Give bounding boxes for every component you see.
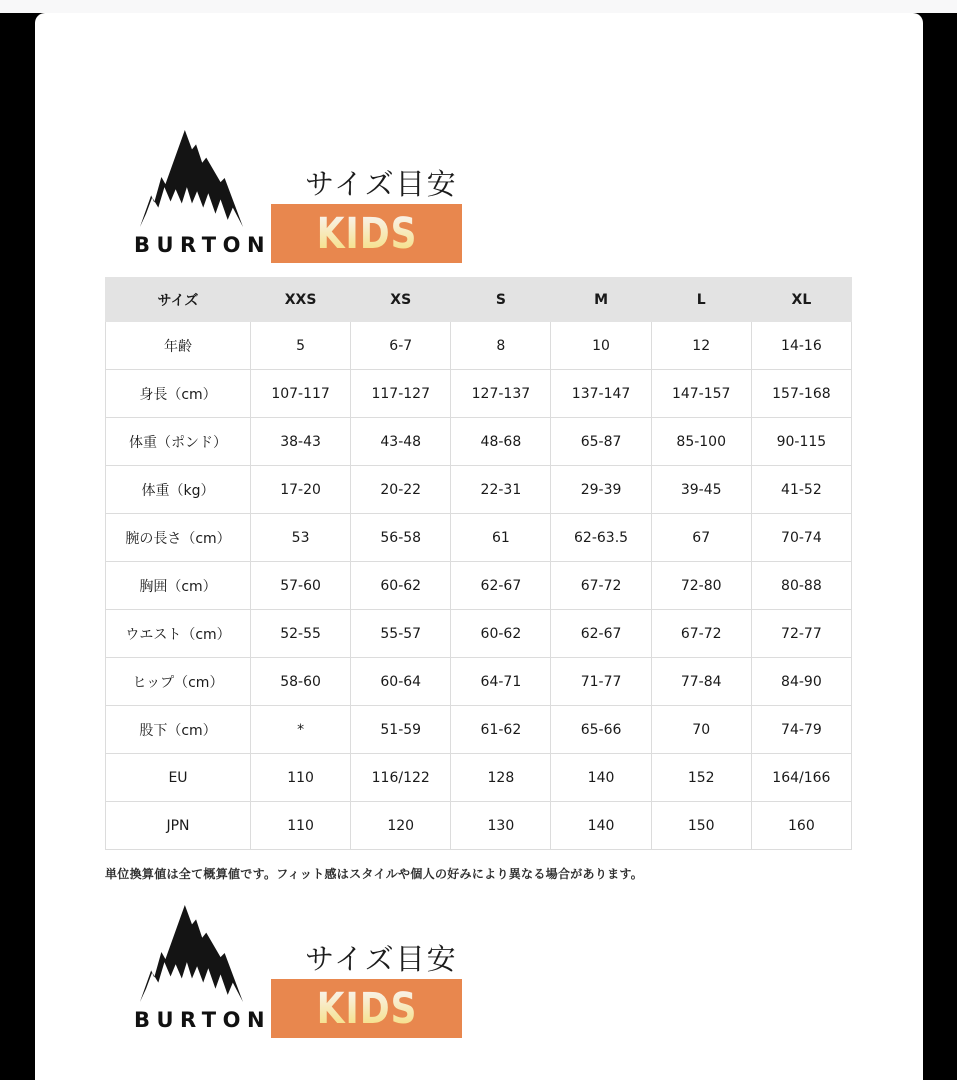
size-cell: 38-43 [251,418,351,466]
size-cell: 160 [751,802,851,850]
size-cell: 72-77 [751,610,851,658]
row-label: EU [106,754,251,802]
size-cell: 140 [551,754,651,802]
brand-name: BURTON [134,1008,272,1032]
brand-block [129,128,272,257]
table-row [106,322,852,370]
size-cell: 110 [251,802,351,850]
size-cell: 52-55 [251,610,351,658]
table-row [106,466,852,514]
size-cell: 67 [651,514,751,562]
size-guide-header-top [35,128,923,298]
size-cell: 10 [551,322,651,370]
size-cell: 65-87 [551,418,651,466]
table-row [106,706,852,754]
size-cell: 137-147 [551,370,651,418]
size-cell: 61-62 [451,706,551,754]
table-row [106,754,852,802]
size-cell: 116/122 [351,754,451,802]
row-label: 体重（ポンド） [106,418,251,466]
brand-block [129,903,272,1032]
size-cell: 20-22 [351,466,451,514]
kids-category-banner [271,204,462,263]
size-cell: 72-80 [651,562,751,610]
column-header: L [651,278,751,322]
table-row [106,418,852,466]
size-cell: 80-88 [751,562,851,610]
size-cell: 70 [651,706,751,754]
size-cell: 74-79 [751,706,851,754]
size-chart-image[interactable] [35,13,923,1080]
size-cell: 58-60 [251,658,351,706]
size-cell: 43-48 [351,418,451,466]
size-cell: 17-20 [251,466,351,514]
size-cell: 41-52 [751,466,851,514]
row-label: JPN [106,802,251,850]
size-cell: 67-72 [651,610,751,658]
size-cell: 62-67 [451,562,551,610]
size-cell: 8 [451,322,551,370]
size-cell: 157-168 [751,370,851,418]
table-row [106,562,852,610]
burton-mountain-logo-icon [129,903,257,1003]
row-label: 胸囲（cm） [106,562,251,610]
row-label: 股下（cm） [106,706,251,754]
size-cell: 60-62 [351,562,451,610]
size-cell: 51-59 [351,706,451,754]
size-cell: 57-60 [251,562,351,610]
size-cell: 120 [351,802,451,850]
size-cell: 65-66 [551,706,651,754]
app-top-bar [0,0,957,13]
burton-mountain-logo-icon [129,128,257,228]
kids-category-label: KIDS [316,208,417,259]
size-cell: 55-57 [351,610,451,658]
size-cell: 77-84 [651,658,751,706]
size-guide-title: サイズ目安 [305,167,458,201]
size-cell: 56-58 [351,514,451,562]
size-cell: 164/166 [751,754,851,802]
row-label: 年齢 [106,322,251,370]
size-cell: 64-71 [451,658,551,706]
table-row [106,658,852,706]
size-guide-title: サイズ目安 [305,942,458,976]
size-cell: 61 [451,514,551,562]
size-cell: 150 [651,802,751,850]
size-cell: 90-115 [751,418,851,466]
size-cell: 127-137 [451,370,551,418]
column-header: XL [751,278,851,322]
size-cell: 147-157 [651,370,751,418]
kids-category-banner [271,979,462,1038]
brand-name: BURTON [134,233,272,257]
size-chart-table [105,277,852,850]
row-label: 身長（cm） [106,370,251,418]
size-cell: 67-72 [551,562,651,610]
column-header: XXS [251,278,351,322]
size-cell: 60-62 [451,610,551,658]
size-cell: 60-64 [351,658,451,706]
size-cell: 22-31 [451,466,551,514]
row-label: 腕の長さ（cm） [106,514,251,562]
row-label: ウエスト（cm） [106,610,251,658]
size-cell: 71-77 [551,658,651,706]
kids-category-label: KIDS [316,983,417,1034]
size-cell: 39-45 [651,466,751,514]
size-cell: 130 [451,802,551,850]
table-header-row [106,278,852,322]
size-cell: 14-16 [751,322,851,370]
size-cell: 140 [551,802,651,850]
size-cell: 53 [251,514,351,562]
size-cell: 48-68 [451,418,551,466]
table-row [106,514,852,562]
row-label: 体重（kg） [106,466,251,514]
size-cell: 128 [451,754,551,802]
size-cell: 29-39 [551,466,651,514]
size-cell: 110 [251,754,351,802]
size-cell: 6-7 [351,322,451,370]
table-row [106,610,852,658]
size-cell: * [251,706,351,754]
column-header: S [451,278,551,322]
size-cell: 5 [251,322,351,370]
column-header: XS [351,278,451,322]
size-guide-header-bottom [35,903,923,1073]
size-cell: 62-63.5 [551,514,651,562]
table-body [106,322,852,850]
size-cell: 152 [651,754,751,802]
row-label: ヒップ（cm） [106,658,251,706]
size-cell: 70-74 [751,514,851,562]
size-cell: 62-67 [551,610,651,658]
size-cell: 117-127 [351,370,451,418]
column-header: M [551,278,651,322]
size-cell: 12 [651,322,751,370]
footnote: 単位換算値は全て概算値です。フィット感はスタイルや個人の好みにより異なる場合があります。 [105,867,644,881]
size-cell: 84-90 [751,658,851,706]
size-cell: 85-100 [651,418,751,466]
column-header-size: サイズ [106,278,251,322]
table-row [106,802,852,850]
size-cell: 107-117 [251,370,351,418]
table-row [106,370,852,418]
